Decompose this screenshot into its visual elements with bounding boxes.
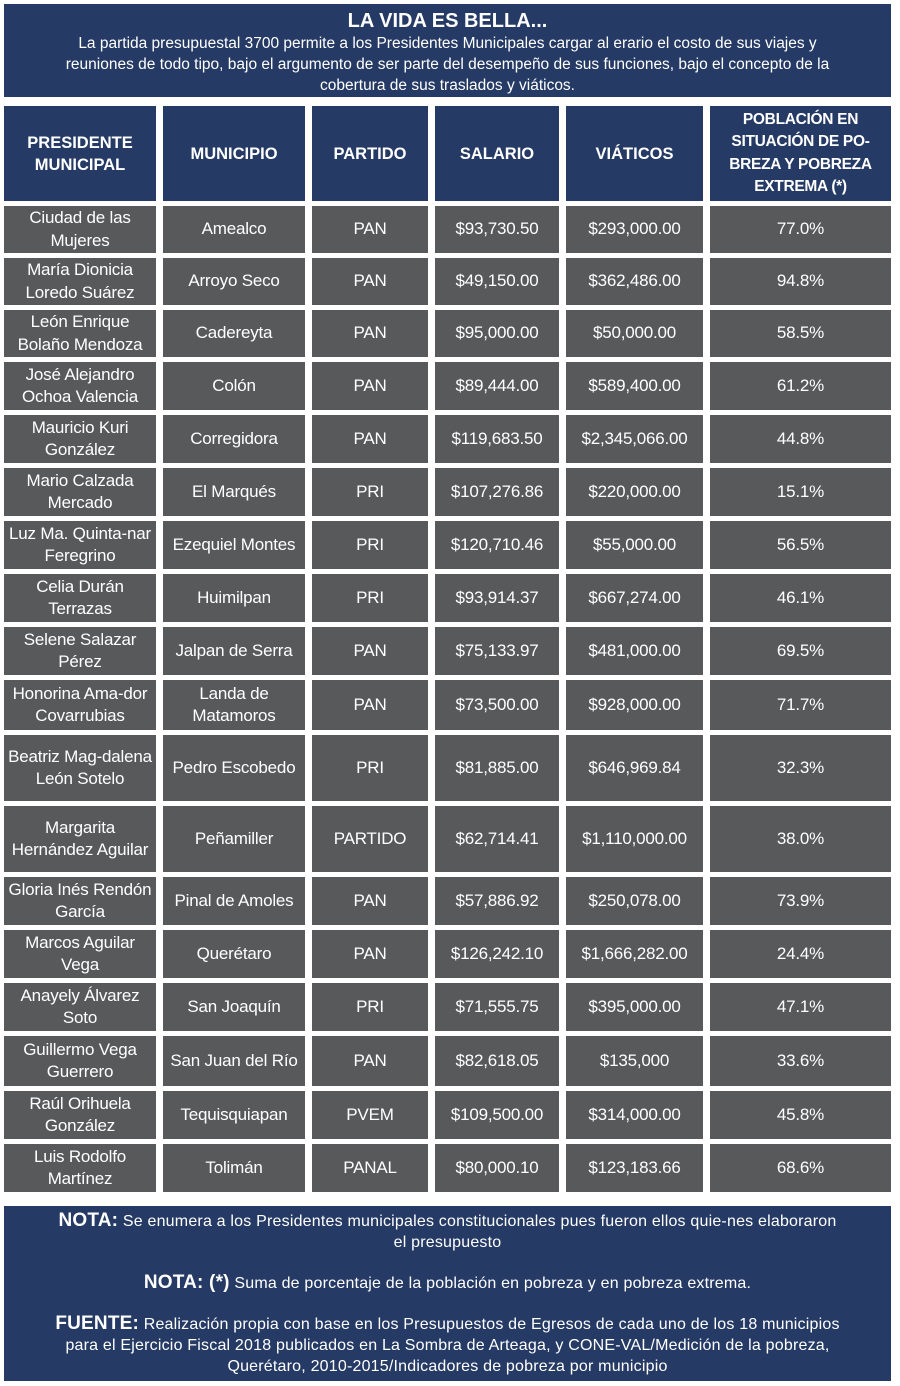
cell-poblacion: 71.7% [710,680,891,730]
cell-partido: PVEM [312,1091,428,1139]
cell-poblacion: 24.4% [710,930,891,978]
cell-municipio: Huimilpan [163,574,305,622]
cell-salario: $80,000.10 [435,1144,559,1192]
cell-partido: PANAL [312,1144,428,1192]
cell-poblacion: 77.0% [710,206,891,253]
cell-partido: PAN [312,877,428,925]
cell-partido: PAN [312,258,428,305]
header-presidente: PRESIDENTE MUNICIPAL [4,106,156,201]
cell-municipio: Pinal de Amoles [163,877,305,925]
cell-viaticos: $55,000.00 [566,521,703,569]
cell-viaticos: $250,078.00 [566,877,703,925]
notes-box [4,1206,891,1381]
cell-viaticos: $314,000.00 [566,1091,703,1139]
source-label: FUENTE: [55,1313,140,1334]
intro-text: La partida presupuestal 3700 permite a los Presidentes Municipales cargar al erario el costo de sus viajes y reuniones de todo tipo, bajo el argumento de ser parte del desempeño de sus funciones, bajo el concepto de la cobertura de sus traslados y viáticos. [65,35,830,94]
note-2-label: NOTA: (*) [143,1272,230,1293]
cell-salario: $71,555.75 [435,983,559,1031]
cell-poblacion: 15.1% [710,468,891,516]
cell-municipio: Ezequiel Montes [163,521,305,569]
cell-poblacion: 44.8% [710,415,891,463]
cell-municipio: Tequisquiapan [163,1091,305,1139]
cell-viaticos: $2,345,066.00 [566,415,703,463]
cell-salario: $95,000.00 [435,310,559,357]
header-municipio: MUNICIPIO [163,106,305,201]
cell-presidente: León Enrique Bolaño Mendoza [4,310,156,357]
cell-salario: $62,714.41 [435,806,559,872]
cell-partido: PRI [312,983,428,1031]
cell-viaticos: $220,000.00 [566,468,703,516]
cell-municipio: Jalpan de Serra [163,627,305,675]
cell-viaticos: $481,000.00 [566,627,703,675]
cell-presidente: Mario Calzada Mercado [4,468,156,516]
cell-poblacion: 94.8% [710,258,891,305]
cell-salario: $107,276.86 [435,468,559,516]
cell-presidente: Guillermo Vega Guerrero [4,1036,156,1086]
title-banner [4,4,891,97]
note-2 [4,1272,891,1294]
cell-municipio: Tolimán [163,1144,305,1192]
cell-poblacion: 33.6% [710,1036,891,1086]
cell-municipio: Corregidora [163,415,305,463]
cell-poblacion: 73.9% [710,877,891,925]
cell-salario: $109,500.00 [435,1091,559,1139]
cell-salario: $82,618.05 [435,1036,559,1086]
cell-municipio: Pedro Escobedo [163,735,305,801]
cell-poblacion: 61.2% [710,362,891,410]
cell-presidente: Raúl Orihuela González [4,1091,156,1139]
cell-salario: $75,133.97 [435,627,559,675]
cell-poblacion: 47.1% [710,983,891,1031]
cell-presidente: María Dionicia Loredo Suárez [4,258,156,305]
cell-presidente: Selene Salazar Pérez [4,627,156,675]
cell-viaticos: $667,274.00 [566,574,703,622]
cell-presidente: Beatriz Mag-dalena León Sotelo [4,735,156,801]
cell-salario: $119,683.50 [435,415,559,463]
cell-partido: PRI [312,468,428,516]
cell-presidente: Marcos Aguilar Vega [4,930,156,978]
cell-partido: PRI [312,574,428,622]
cell-presidente: Anayely Álvarez Soto [4,983,156,1031]
cell-presidente: Margarita Hernández Aguilar [4,806,156,872]
cell-municipio: Arroyo Seco [163,258,305,305]
cell-salario: $73,500.00 [435,680,559,730]
cell-presidente: Celia Durán Terrazas [4,574,156,622]
source-note [4,1313,891,1377]
cell-partido: PAN [312,627,428,675]
cell-partido: PAN [312,415,428,463]
cell-viaticos: $293,000.00 [566,206,703,253]
cell-viaticos: $646,969.84 [566,735,703,801]
cell-poblacion: 32.3% [710,735,891,801]
cell-poblacion: 46.1% [710,574,891,622]
cell-poblacion: 69.5% [710,627,891,675]
cell-municipio: Querétaro [163,930,305,978]
cell-salario: $93,730.50 [435,206,559,253]
cell-partido: PAN [312,362,428,410]
cell-viaticos: $1,666,282.00 [566,930,703,978]
note-2-text: Suma de porcentaje de la población en pobreza y en pobreza extrema. [234,1275,752,1292]
cell-municipio: Colón [163,362,305,410]
cell-poblacion: 56.5% [710,521,891,569]
cell-salario: $126,242.10 [435,930,559,978]
cell-salario: $81,885.00 [435,735,559,801]
cell-salario: $120,710.46 [435,521,559,569]
note-1-text: Se enumera a los Presidentes municipales constitucionales pues fueron ellos quie-nes elaboraron el presupuesto [122,1213,837,1251]
note-1 [4,1206,891,1253]
cell-presidente: Gloria Inés Rendón García [4,877,156,925]
cell-presidente: Luis Rodolfo Martínez [4,1144,156,1192]
cell-municipio: El Marqués [163,468,305,516]
cell-partido: PAN [312,206,428,253]
cell-poblacion: 45.8% [710,1091,891,1139]
cell-partido: PRI [312,735,428,801]
cell-municipio: San Joaquín [163,983,305,1031]
cell-municipio: Landa de Matamoros [163,680,305,730]
cell-poblacion: 68.6% [710,1144,891,1192]
cell-viaticos: $123,183.66 [566,1144,703,1192]
cell-viaticos: $928,000.00 [566,680,703,730]
cell-municipio: Amealco [163,206,305,253]
header-viaticos: VIÁTICOS [566,106,703,201]
cell-presidente: Mauricio Kuri González [4,415,156,463]
cell-salario: $89,444.00 [435,362,559,410]
cell-poblacion: 58.5% [710,310,891,357]
cell-viaticos: $589,400.00 [566,362,703,410]
note-1-label: NOTA: [58,1210,119,1231]
cell-presidente: Honorina Ama-dor Covarrubias [4,680,156,730]
source-text: Realización propia con base en los Presupuestos de Egresos de cada uno de los 18 municipios para el Ejercicio Fiscal 2018 publicados en La Sombra de Arteaga, y CONE-VAL/Medición de la pobreza, Querétaro, 2010-2015/Indicadores de pobreza por municipio [65,1316,840,1375]
cell-partido: PAN [312,680,428,730]
cell-salario: $57,886.92 [435,877,559,925]
cell-partido: PARTIDO [312,806,428,872]
header-partido: PARTIDO [312,106,428,201]
cell-viaticos: $362,486.00 [566,258,703,305]
cell-municipio: Peñamiller [163,806,305,872]
header-salario: SALARIO [435,106,559,201]
cell-presidente: Luz Ma. Quinta-nar Feregrino [4,521,156,569]
cell-viaticos: $50,000.00 [566,310,703,357]
cell-salario: $49,150.00 [435,258,559,305]
cell-poblacion: 38.0% [710,806,891,872]
cell-partido: PAN [312,310,428,357]
page-title: LA VIDA ES BELLA... [347,10,548,32]
cell-viaticos: $1,110,000.00 [566,806,703,872]
data-table [4,106,891,1192]
cell-partido: PRI [312,521,428,569]
cell-municipio: San Juan del Río [163,1036,305,1086]
cell-presidente: José Alejandro Ochoa Valencia [4,362,156,410]
cell-presidente: Ciudad de las Mujeres [4,206,156,253]
cell-municipio: Cadereyta [163,310,305,357]
cell-viaticos: $135,000 [566,1036,703,1086]
header-poblacion: POBLACIÓN EN SITUACIÓN DE PO-BREZA Y POBREZA EXTREMA (*) [710,106,891,201]
cell-partido: PAN [312,930,428,978]
cell-salario: $93,914.37 [435,574,559,622]
cell-partido: PAN [312,1036,428,1086]
cell-viaticos: $395,000.00 [566,983,703,1031]
